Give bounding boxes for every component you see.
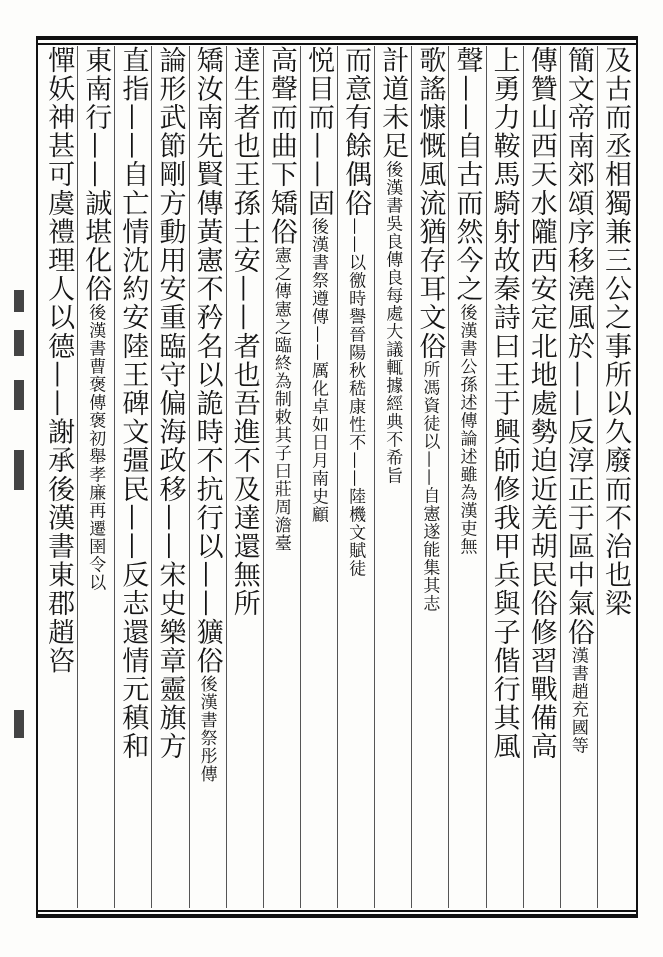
column-divider	[226, 46, 227, 908]
text-column-4	[486, 46, 523, 908]
note-text: 後漢書公孫述傳論述雖為漢吏無	[456, 303, 477, 556]
text-column-11	[226, 46, 263, 908]
text-column-14	[114, 46, 151, 908]
column-divider	[263, 46, 264, 908]
bottom-border-thin	[38, 910, 638, 912]
note-text: 漢書趙充國等	[567, 646, 588, 755]
column-text: 聲——自古而然今之	[451, 46, 483, 304]
column-text: 達生者也王孫士安——者也吾進不及達還無所	[228, 46, 260, 618]
column-text: 歌謠慷慨風流猶存耳	[414, 46, 446, 304]
text-column-15	[77, 46, 114, 908]
text-column-12	[189, 46, 226, 908]
column-text: 禮理人以德——謝承後漢書東郡趙咨	[43, 217, 75, 676]
text-column-7	[374, 46, 411, 908]
column-divider	[448, 46, 449, 908]
heading-ou-su: 偶俗	[340, 160, 372, 218]
column-text: 簡文帝南郊頌序移澆風於——反淳正于區中	[562, 46, 594, 590]
text-column-1	[597, 46, 634, 908]
heading-qi-su: 氣俗	[562, 589, 594, 647]
column-text: 而意有餘	[340, 46, 372, 161]
column-divider	[151, 46, 152, 908]
column-divider	[523, 46, 524, 908]
text-column-2	[560, 46, 597, 908]
column-text: 論形武節剛方動用安重臨守偏海政移——宋史樂章靈旗方	[154, 46, 186, 761]
note-text: 後漢書祭遵傳——厲化卓如日月南史顧	[308, 217, 328, 524]
top-border-thick	[38, 36, 638, 40]
column-text: 及古而丞相獨兼三公之事所以久廢而不治也梁	[600, 46, 631, 618]
text-column-16	[40, 46, 77, 908]
note-text: 祭彤傳	[196, 729, 217, 784]
note-text: 後漢書	[196, 675, 217, 730]
column-text: 傳贊山西天水隴西安定北地處勢迫近羌胡民俗修習戰備高	[525, 46, 557, 761]
text-column-8	[337, 46, 374, 908]
column-divider	[374, 46, 375, 908]
column-text: 直指——自亡情沈約安陸王碑文彊民——反志還情元稹和	[117, 46, 149, 761]
column-divider	[597, 46, 598, 908]
column-divider	[486, 46, 487, 908]
text-column-13	[151, 46, 188, 908]
column-text: 悦目而——固	[303, 46, 334, 218]
column-text: 上勇力鞍馬騎射故秦詩曰王于興師修我甲兵與子偕行其風	[488, 46, 520, 761]
note-text: 後漢書曹褒傳褒初舉孝廉再遷圉令以	[85, 303, 106, 592]
left-border	[36, 36, 38, 918]
column-text: 憚妖神甚可虞	[43, 46, 75, 218]
heading-wen-su: 文俗	[414, 303, 446, 361]
column-text: 東南行——誠堪	[80, 46, 112, 247]
top-border-thin	[38, 43, 638, 45]
note-text: 後漢書吳良傳良每處大議輒據經典不希旨	[382, 160, 403, 485]
note-text: 所馮資徒以——自憲遂能集其志	[419, 360, 440, 613]
column-divider	[189, 46, 190, 908]
text-column-3	[523, 46, 560, 908]
text-column-9	[300, 46, 337, 908]
column-divider	[114, 46, 115, 908]
column-divider	[411, 46, 412, 908]
column-divider	[300, 46, 301, 908]
bottom-border-thick	[38, 914, 638, 918]
heading-hua-su: 化俗	[80, 246, 112, 304]
column-text: 計道未足	[377, 46, 409, 161]
right-border	[636, 36, 638, 918]
column-divider	[337, 46, 338, 908]
text-column-5	[448, 46, 485, 908]
column-text: 高聲而曲下	[265, 46, 297, 189]
binding-margin	[0, 290, 30, 770]
heading-jiao-su: 矯俗	[265, 189, 297, 247]
column-divider	[560, 46, 561, 908]
note-text: 憲之傳憲之臨終為制敕其子曰莊周澹臺	[270, 246, 291, 553]
column-text: 矯汝南先賢傳黃憲不矜名以詭時不抗行以——	[191, 46, 223, 618]
note-text: ——以徼時譽晉陽秋嵇康性不——陸機文賦徒	[345, 217, 366, 578]
column-divider	[77, 46, 78, 908]
text-column-10	[263, 46, 300, 908]
heading-guang-su: 獷俗	[191, 618, 223, 676]
text-column-6	[411, 46, 448, 908]
